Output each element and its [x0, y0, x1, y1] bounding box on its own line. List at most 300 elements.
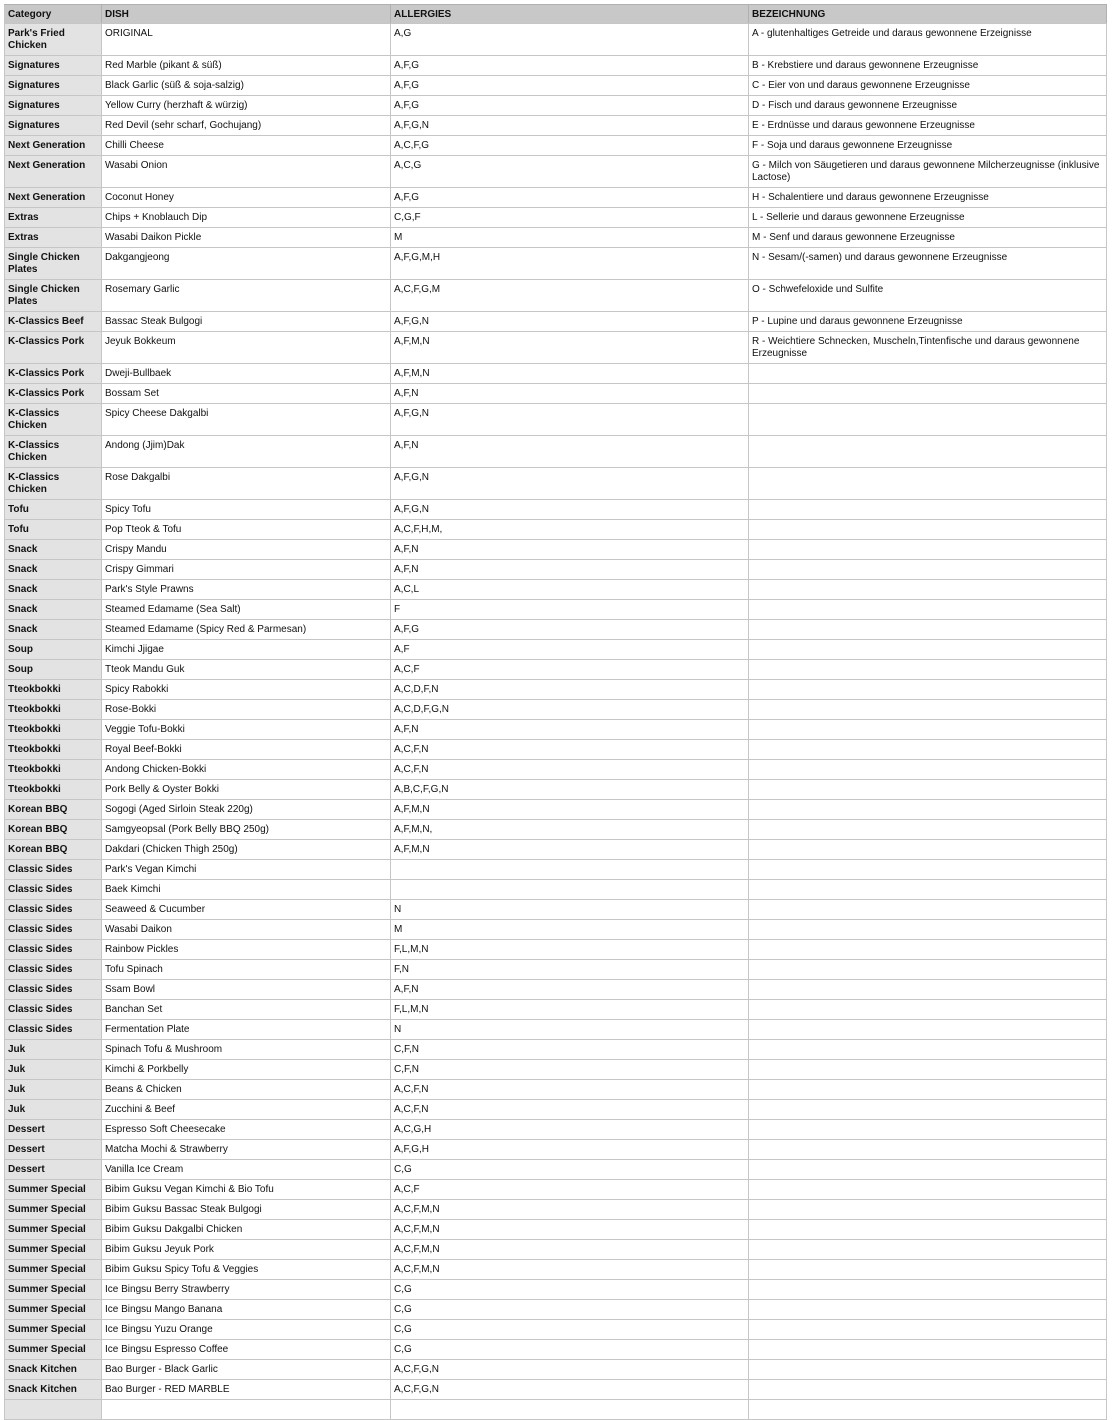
dish-cell[interactable]: Crispy Gimmari: [102, 560, 391, 579]
table-row: [4, 1280, 1107, 1300]
header-category[interactable]: Category: [4, 5, 102, 23]
category-cell[interactable]: Tteokbokki: [4, 720, 102, 739]
category-cell[interactable]: Signatures: [4, 116, 102, 135]
bezeichnung-cell[interactable]: [749, 1180, 1107, 1199]
category-cell[interactable]: Soup: [4, 640, 102, 659]
dish-cell[interactable]: Red Devil (sehr scharf, Gochujang): [102, 116, 391, 135]
table-row: [4, 720, 1107, 740]
category-cell[interactable]: Tteokbokki: [4, 780, 102, 799]
allergies-cell[interactable]: A,C,F,G,M: [391, 280, 749, 311]
table-row: [4, 468, 1107, 500]
bezeichnung-cell[interactable]: [749, 940, 1107, 959]
dish-cell[interactable]: Tteok Mandu Guk: [102, 660, 391, 679]
allergies-cell[interactable]: A,F,M,N: [391, 840, 749, 859]
bezeichnung-cell[interactable]: [749, 1080, 1107, 1099]
category-cell[interactable]: Classic Sides: [4, 1020, 102, 1039]
table-row: [4, 1180, 1107, 1200]
category-cell[interactable]: Snack: [4, 600, 102, 619]
dish-cell[interactable]: Spinach Tofu & Mushroom: [102, 1040, 391, 1059]
category-cell[interactable]: Dessert: [4, 1120, 102, 1139]
bezeichnung-cell[interactable]: N - Sesam/(-samen) und daraus gewonnene Erzeugnisse: [749, 248, 1107, 279]
bezeichnung-cell[interactable]: M - Senf und daraus gewonnene Erzeugnisse: [749, 228, 1107, 247]
bezeichnung-cell[interactable]: [749, 1340, 1107, 1359]
table-row: [4, 560, 1107, 580]
allergies-cell[interactable]: C,G: [391, 1300, 749, 1319]
bezeichnung-cell[interactable]: [749, 980, 1107, 999]
dish-cell[interactable]: Samgyeopsal (Pork Belly BBQ 250g): [102, 820, 391, 839]
dish-cell[interactable]: Park's Vegan Kimchi: [102, 860, 391, 879]
allergies-cell[interactable]: A,F: [391, 640, 749, 659]
allergies-cell[interactable]: A,C,G: [391, 156, 749, 187]
dish-cell[interactable]: Rose-Bokki: [102, 700, 391, 719]
category-cell[interactable]: Snack Kitchen: [4, 1360, 102, 1379]
category-cell[interactable]: Tteokbokki: [4, 680, 102, 699]
dish-cell[interactable]: Ice Bingsu Mango Banana: [102, 1300, 391, 1319]
dish-cell[interactable]: ORIGINAL: [102, 24, 391, 55]
bezeichnung-cell[interactable]: [749, 840, 1107, 859]
dish-cell[interactable]: Steamed Edamame (Sea Salt): [102, 600, 391, 619]
table-row: [4, 364, 1107, 384]
allergies-cell[interactable]: A,F,G: [391, 56, 749, 75]
allergies-cell[interactable]: A,C,F,M,N: [391, 1200, 749, 1219]
table-row: [4, 760, 1107, 780]
category-cell[interactable]: Next Generation: [4, 136, 102, 155]
category-cell[interactable]: Korean BBQ: [4, 840, 102, 859]
allergies-cell[interactable]: A,C,D,F,G,N: [391, 700, 749, 719]
allergies-cell[interactable]: C,G: [391, 1340, 749, 1359]
dish-cell[interactable]: Dweji-Bullbaek: [102, 364, 391, 383]
category-cell[interactable]: Single Chicken Plates: [4, 280, 102, 311]
bezeichnung-cell[interactable]: [749, 1260, 1107, 1279]
table-row: [4, 436, 1107, 468]
allergies-cell[interactable]: A,C,F: [391, 660, 749, 679]
allergies-cell[interactable]: C,G: [391, 1320, 749, 1339]
dish-cell[interactable]: Kimchi Jjigae: [102, 640, 391, 659]
category-cell[interactable]: Tteokbokki: [4, 760, 102, 779]
bezeichnung-cell[interactable]: [749, 468, 1107, 499]
category-cell[interactable]: Signatures: [4, 56, 102, 75]
allergies-cell[interactable]: A,C,G,H: [391, 1120, 749, 1139]
allergies-cell[interactable]: F,L,M,N: [391, 1000, 749, 1019]
bezeichnung-cell[interactable]: [749, 1280, 1107, 1299]
bezeichnung-cell[interactable]: [749, 500, 1107, 519]
table-row: [4, 640, 1107, 660]
allergies-cell[interactable]: F,L,M,N: [391, 940, 749, 959]
category-cell[interactable]: Summer Special: [4, 1300, 102, 1319]
category-cell[interactable]: Juk: [4, 1080, 102, 1099]
bezeichnung-cell[interactable]: A - glutenhaltiges Getreide und daraus gewonnene Erzeignisse: [749, 24, 1107, 55]
category-cell[interactable]: Summer Special: [4, 1200, 102, 1219]
allergies-cell[interactable]: A,C,L: [391, 580, 749, 599]
category-cell[interactable]: Summer Special: [4, 1260, 102, 1279]
table-row: [4, 1040, 1107, 1060]
dish-cell[interactable]: Bibim Guksu Vegan Kimchi & Bio Tofu: [102, 1180, 391, 1199]
dish-cell[interactable]: Baek Kimchi: [102, 880, 391, 899]
dish-cell[interactable]: Black Garlic (süß & soja-salzig): [102, 76, 391, 95]
table-row: [4, 404, 1107, 436]
allergies-cell[interactable]: C,G,F: [391, 208, 749, 227]
table-row: [4, 700, 1107, 720]
bezeichnung-cell[interactable]: [749, 1360, 1107, 1379]
category-cell[interactable]: Dessert: [4, 1160, 102, 1179]
category-cell[interactable]: Next Generation: [4, 188, 102, 207]
allergies-cell[interactable]: A,F,M,N,: [391, 820, 749, 839]
dish-cell[interactable]: Jeyuk Bokkeum: [102, 332, 391, 363]
dish-cell[interactable]: Bibim Guksu Dakgalbi Chicken: [102, 1220, 391, 1239]
category-cell[interactable]: Summer Special: [4, 1240, 102, 1259]
category-cell[interactable]: Summer Special: [4, 1180, 102, 1199]
bezeichnung-cell[interactable]: [749, 1060, 1107, 1079]
bezeichnung-cell[interactable]: [749, 700, 1107, 719]
allergies-cell[interactable]: C,G: [391, 1280, 749, 1299]
dish-cell[interactable]: Steamed Edamame (Spicy Red & Parmesan): [102, 620, 391, 639]
allergies-cell[interactable]: A,C,F,G,N: [391, 1360, 749, 1379]
category-cell[interactable]: Juk: [4, 1100, 102, 1119]
bezeichnung-cell[interactable]: [749, 1140, 1107, 1159]
bezeichnung-cell[interactable]: [749, 660, 1107, 679]
category-cell[interactable]: Classic Sides: [4, 980, 102, 999]
allergies-cell[interactable]: A,F,N: [391, 720, 749, 739]
dish-cell[interactable]: Wasabi Daikon: [102, 920, 391, 939]
bezeichnung-cell[interactable]: G - Milch von Säugetieren und daraus gewonnene Milcherzeugnisse (inklusive Lactose): [749, 156, 1107, 187]
allergies-cell[interactable]: A,C,D,F,N: [391, 680, 749, 699]
bezeichnung-cell[interactable]: [749, 436, 1107, 467]
allergies-cell[interactable]: A,C,F,N: [391, 1100, 749, 1119]
allergies-cell[interactable]: A,C,F,H,M,: [391, 520, 749, 539]
bezeichnung-cell[interactable]: [749, 364, 1107, 383]
allergies-cell[interactable]: [391, 860, 749, 879]
allergies-cell[interactable]: C,F,N: [391, 1040, 749, 1059]
category-cell[interactable]: K-Classics Beef: [4, 312, 102, 331]
category-cell[interactable]: Classic Sides: [4, 920, 102, 939]
allergies-cell[interactable]: A,C,F,G: [391, 136, 749, 155]
allergies-cell[interactable]: A,C,F,M,N: [391, 1220, 749, 1239]
allergies-cell[interactable]: A,F,M,N: [391, 364, 749, 383]
category-cell[interactable]: Single Chicken Plates: [4, 248, 102, 279]
dish-cell[interactable]: Dakdari (Chicken Thigh 250g): [102, 840, 391, 859]
bezeichnung-cell[interactable]: [749, 520, 1107, 539]
category-cell[interactable]: Summer Special: [4, 1340, 102, 1359]
category-cell[interactable]: Juk: [4, 1060, 102, 1079]
bezeichnung-cell[interactable]: [749, 960, 1107, 979]
allergies-cell[interactable]: F,N: [391, 960, 749, 979]
bezeichnung-cell[interactable]: [749, 900, 1107, 919]
dish-cell[interactable]: [102, 1400, 391, 1419]
allergies-cell[interactable]: A,C,F,M,N: [391, 1260, 749, 1279]
bezeichnung-cell[interactable]: D - Fisch und daraus gewonnene Erzeugnisse: [749, 96, 1107, 115]
allergies-cell[interactable]: M: [391, 228, 749, 247]
bezeichnung-cell[interactable]: R - Weichtiere Schnecken, Muscheln,Tintenfische und daraus gewonnene Erzeugnisse: [749, 332, 1107, 363]
category-cell[interactable]: Snack: [4, 540, 102, 559]
table-row: [4, 228, 1107, 248]
table-row: [4, 540, 1107, 560]
allergies-cell[interactable]: C,G: [391, 1160, 749, 1179]
bezeichnung-cell[interactable]: [749, 580, 1107, 599]
category-cell[interactable]: Next Generation: [4, 156, 102, 187]
table-row: [4, 188, 1107, 208]
bezeichnung-cell[interactable]: [749, 1220, 1107, 1239]
bezeichnung-cell[interactable]: [749, 384, 1107, 403]
category-cell[interactable]: Summer Special: [4, 1280, 102, 1299]
table-row: [4, 820, 1107, 840]
allergies-cell[interactable]: A,F,M,N: [391, 332, 749, 363]
allergies-cell[interactable]: A,F,N: [391, 384, 749, 403]
table-row: [4, 1240, 1107, 1260]
allergies-cell[interactable]: A,F,G: [391, 96, 749, 115]
allergies-cell[interactable]: A,F,N: [391, 560, 749, 579]
allergies-cell[interactable]: [391, 1400, 749, 1419]
table-row: [4, 500, 1107, 520]
dish-cell[interactable]: Tofu Spinach: [102, 960, 391, 979]
table-row: [4, 880, 1107, 900]
dish-cell[interactable]: Pork Belly & Oyster Bokki: [102, 780, 391, 799]
allergies-cell[interactable]: A,C,F,N: [391, 760, 749, 779]
category-cell[interactable]: Signatures: [4, 76, 102, 95]
allergies-cell[interactable]: A,F,G,H: [391, 1140, 749, 1159]
allergies-cell[interactable]: A,F,N: [391, 540, 749, 559]
bezeichnung-cell[interactable]: [749, 620, 1107, 639]
bezeichnung-cell[interactable]: [749, 1100, 1107, 1119]
table-row: [4, 680, 1107, 700]
dish-cell[interactable]: Bassac Steak Bulgogi: [102, 312, 391, 331]
category-cell[interactable]: K-Classics Chicken: [4, 468, 102, 499]
allergies-cell[interactable]: A,F,G,N: [391, 404, 749, 435]
bezeichnung-cell[interactable]: [749, 680, 1107, 699]
dish-cell[interactable]: Espresso Soft Cheesecake: [102, 1120, 391, 1139]
allergies-cell[interactable]: A,F,G,N: [391, 312, 749, 331]
dish-cell[interactable]: Park's Style Prawns: [102, 580, 391, 599]
dish-cell[interactable]: Ice Bingsu Yuzu Orange: [102, 1320, 391, 1339]
allergies-cell[interactable]: A,C,F,N: [391, 1080, 749, 1099]
bezeichnung-cell[interactable]: [749, 780, 1107, 799]
dish-cell[interactable]: Andong Chicken-Bokki: [102, 760, 391, 779]
category-cell[interactable]: Tteokbokki: [4, 740, 102, 759]
dish-cell[interactable]: Pop Tteok & Tofu: [102, 520, 391, 539]
category-cell[interactable]: Classic Sides: [4, 1000, 102, 1019]
allergies-cell[interactable]: A,F,G: [391, 188, 749, 207]
bezeichnung-cell[interactable]: [749, 1200, 1107, 1219]
category-cell[interactable]: Tofu: [4, 520, 102, 539]
allergies-cell[interactable]: A,F,G: [391, 76, 749, 95]
dish-cell[interactable]: Dakgangjeong: [102, 248, 391, 279]
dish-cell[interactable]: Wasabi Daikon Pickle: [102, 228, 391, 247]
bezeichnung-cell[interactable]: H - Schalentiere und daraus gewonnene Erzeugnisse: [749, 188, 1107, 207]
table-row: [4, 940, 1107, 960]
bezeichnung-cell[interactable]: [749, 560, 1107, 579]
bezeichnung-cell[interactable]: [749, 640, 1107, 659]
dish-cell[interactable]: Ice Bingsu Berry Strawberry: [102, 1280, 391, 1299]
category-cell[interactable]: Park's Fried Chicken: [4, 24, 102, 55]
category-cell[interactable]: Soup: [4, 660, 102, 679]
category-cell[interactable]: Extras: [4, 228, 102, 247]
allergies-cell[interactable]: [391, 880, 749, 899]
category-cell[interactable]: K-Classics Pork: [4, 332, 102, 363]
bezeichnung-cell[interactable]: [749, 540, 1107, 559]
allergies-cell[interactable]: A,F,G,N: [391, 116, 749, 135]
allergies-cell[interactable]: A,G: [391, 24, 749, 55]
category-cell[interactable]: Classic Sides: [4, 860, 102, 879]
category-cell[interactable]: K-Classics Chicken: [4, 436, 102, 467]
category-cell[interactable]: Classic Sides: [4, 940, 102, 959]
category-cell[interactable]: Tteokbokki: [4, 700, 102, 719]
bezeichnung-cell[interactable]: [749, 800, 1107, 819]
category-cell[interactable]: Juk: [4, 1040, 102, 1059]
allergies-cell[interactable]: M: [391, 920, 749, 939]
dish-cell[interactable]: Bibim Guksu Bassac Steak Bulgogi: [102, 1200, 391, 1219]
dish-cell[interactable]: Kimchi & Porkbelly: [102, 1060, 391, 1079]
dish-cell[interactable]: Seaweed & Cucumber: [102, 900, 391, 919]
table-row: [4, 56, 1107, 76]
category-cell[interactable]: Classic Sides: [4, 900, 102, 919]
allergies-cell[interactable]: N: [391, 1020, 749, 1039]
table-row: [4, 1380, 1107, 1400]
category-cell[interactable]: Dessert: [4, 1140, 102, 1159]
bezeichnung-cell[interactable]: [749, 920, 1107, 939]
table-row: [4, 1260, 1107, 1280]
dish-cell[interactable]: Spicy Cheese Dakgalbi: [102, 404, 391, 435]
table-row: [4, 960, 1107, 980]
allergies-cell[interactable]: A,F,G,M,H: [391, 248, 749, 279]
header-bezeichnung[interactable]: BEZEICHNUNG: [749, 5, 1107, 23]
bezeichnung-cell[interactable]: [749, 1040, 1107, 1059]
table-row: [4, 600, 1107, 620]
category-cell[interactable]: K-Classics Pork: [4, 384, 102, 403]
dish-cell[interactable]: Sogogi (Aged Sirloin Steak 220g): [102, 800, 391, 819]
bezeichnung-cell[interactable]: [749, 880, 1107, 899]
header-dish[interactable]: DISH: [102, 5, 391, 23]
bezeichnung-cell[interactable]: F - Soja und daraus gewonnene Erzeugnisse: [749, 136, 1107, 155]
dish-cell[interactable]: Zucchini & Beef: [102, 1100, 391, 1119]
dish-cell[interactable]: Vanilla Ice Cream: [102, 1160, 391, 1179]
allergies-cell[interactable]: A,F,G: [391, 620, 749, 639]
dish-cell[interactable]: Rosemary Garlic: [102, 280, 391, 311]
dish-cell[interactable]: Beans & Chicken: [102, 1080, 391, 1099]
dish-cell[interactable]: Spicy Rabokki: [102, 680, 391, 699]
bezeichnung-cell[interactable]: L - Sellerie und daraus gewonnene Erzeugnisse: [749, 208, 1107, 227]
category-cell[interactable]: Snack Kitchen: [4, 1380, 102, 1399]
allergies-cell[interactable]: C,F,N: [391, 1060, 749, 1079]
category-cell[interactable]: Summer Special: [4, 1220, 102, 1239]
bezeichnung-cell[interactable]: P - Lupine und daraus gewonnene Erzeugnisse: [749, 312, 1107, 331]
category-cell[interactable]: Snack: [4, 560, 102, 579]
bezeichnung-cell[interactable]: [749, 404, 1107, 435]
allergies-cell[interactable]: A,C,F,G,N: [391, 1380, 749, 1399]
category-cell[interactable]: K-Classics Chicken: [4, 404, 102, 435]
bezeichnung-cell[interactable]: E - Erdnüsse und daraus gewonnene Erzeugnisse: [749, 116, 1107, 135]
dish-cell[interactable]: Ssam Bowl: [102, 980, 391, 999]
bezeichnung-cell[interactable]: B - Krebstiere und daraus gewonnene Erzeugnisse: [749, 56, 1107, 75]
dish-cell[interactable]: Yellow Curry (herzhaft & würzig): [102, 96, 391, 115]
category-cell[interactable]: Extras: [4, 208, 102, 227]
category-cell[interactable]: Korean BBQ: [4, 820, 102, 839]
dish-cell[interactable]: Banchan Set: [102, 1000, 391, 1019]
dish-cell[interactable]: Veggie Tofu-Bokki: [102, 720, 391, 739]
bezeichnung-cell[interactable]: [749, 1400, 1107, 1419]
bezeichnung-cell[interactable]: [749, 760, 1107, 779]
dish-cell[interactable]: Ice Bingsu Espresso Coffee: [102, 1340, 391, 1359]
dish-cell[interactable]: Red Marble (pikant & süß): [102, 56, 391, 75]
table-row: [4, 900, 1107, 920]
bezeichnung-cell[interactable]: [749, 1000, 1107, 1019]
table-row: [4, 620, 1107, 640]
bezeichnung-cell[interactable]: [749, 740, 1107, 759]
category-cell[interactable]: [4, 1400, 102, 1419]
dish-cell[interactable]: Royal Beef-Bokki: [102, 740, 391, 759]
dish-cell[interactable]: Rainbow Pickles: [102, 940, 391, 959]
table-row: [4, 1060, 1107, 1080]
dish-cell[interactable]: Crispy Mandu: [102, 540, 391, 559]
header-allergies[interactable]: ALLERGIES: [391, 5, 749, 23]
table-row: [4, 660, 1107, 680]
category-cell[interactable]: Signatures: [4, 96, 102, 115]
bezeichnung-cell[interactable]: [749, 720, 1107, 739]
table-row: [4, 24, 1107, 56]
bezeichnung-cell[interactable]: [749, 1020, 1107, 1039]
dish-cell[interactable]: Coconut Honey: [102, 188, 391, 207]
bezeichnung-cell[interactable]: [749, 1160, 1107, 1179]
bezeichnung-cell[interactable]: [749, 1380, 1107, 1399]
dish-cell[interactable]: Bibim Guksu Jeyuk Pork: [102, 1240, 391, 1259]
bezeichnung-cell[interactable]: [749, 1320, 1107, 1339]
allergies-cell[interactable]: A,C,F,M,N: [391, 1240, 749, 1259]
category-cell[interactable]: Tofu: [4, 500, 102, 519]
dish-cell[interactable]: Rose Dakgalbi: [102, 468, 391, 499]
dish-cell[interactable]: Fermentation Plate: [102, 1020, 391, 1039]
bezeichnung-cell[interactable]: [749, 860, 1107, 879]
bezeichnung-cell[interactable]: [749, 1300, 1107, 1319]
table-row: [4, 1140, 1107, 1160]
table-row: [4, 1120, 1107, 1140]
allergies-cell[interactable]: A,F,G,N: [391, 500, 749, 519]
dish-cell[interactable]: Chilli Cheese: [102, 136, 391, 155]
category-cell[interactable]: Classic Sides: [4, 880, 102, 899]
category-cell[interactable]: K-Classics Pork: [4, 364, 102, 383]
dish-cell[interactable]: Bao Burger - RED MARBLE: [102, 1380, 391, 1399]
allergies-cell[interactable]: N: [391, 900, 749, 919]
category-cell[interactable]: Snack: [4, 580, 102, 599]
category-cell[interactable]: Summer Special: [4, 1320, 102, 1339]
dish-cell[interactable]: Andong (Jjim)Dak: [102, 436, 391, 467]
dish-cell[interactable]: Bossam Set: [102, 384, 391, 403]
bezeichnung-cell[interactable]: [749, 1240, 1107, 1259]
bezeichnung-cell[interactable]: [749, 600, 1107, 619]
table-row: [4, 1320, 1107, 1340]
dish-cell[interactable]: Matcha Mochi & Strawberry: [102, 1140, 391, 1159]
bezeichnung-cell[interactable]: [749, 820, 1107, 839]
allergies-cell[interactable]: F: [391, 600, 749, 619]
allergies-cell[interactable]: A,C,F: [391, 1180, 749, 1199]
bezeichnung-cell[interactable]: O - Schwefeloxide und Sulfite: [749, 280, 1107, 311]
bezeichnung-cell[interactable]: [749, 1120, 1107, 1139]
allergies-cell[interactable]: A,B,C,F,G,N: [391, 780, 749, 799]
dish-cell[interactable]: Spicy Tofu: [102, 500, 391, 519]
dish-cell[interactable]: Bao Burger - Black Garlic: [102, 1360, 391, 1379]
allergies-cell[interactable]: A,F,M,N: [391, 800, 749, 819]
dish-cell[interactable]: Bibim Guksu Spicy Tofu & Veggies: [102, 1260, 391, 1279]
allergies-cell[interactable]: A,F,G,N: [391, 468, 749, 499]
dish-cell[interactable]: Wasabi Onion: [102, 156, 391, 187]
dish-cell[interactable]: Chips + Knoblauch Dip: [102, 208, 391, 227]
allergies-cell[interactable]: A,F,N: [391, 980, 749, 999]
category-cell[interactable]: Classic Sides: [4, 960, 102, 979]
category-cell[interactable]: Korean BBQ: [4, 800, 102, 819]
allergies-cell[interactable]: A,C,F,N: [391, 740, 749, 759]
category-cell[interactable]: Snack: [4, 620, 102, 639]
table-row: [4, 1300, 1107, 1320]
bezeichnung-cell[interactable]: C - Eier von und daraus gewonnene Erzeugnisse: [749, 76, 1107, 95]
table-row: [4, 580, 1107, 600]
allergies-cell[interactable]: A,F,N: [391, 436, 749, 467]
